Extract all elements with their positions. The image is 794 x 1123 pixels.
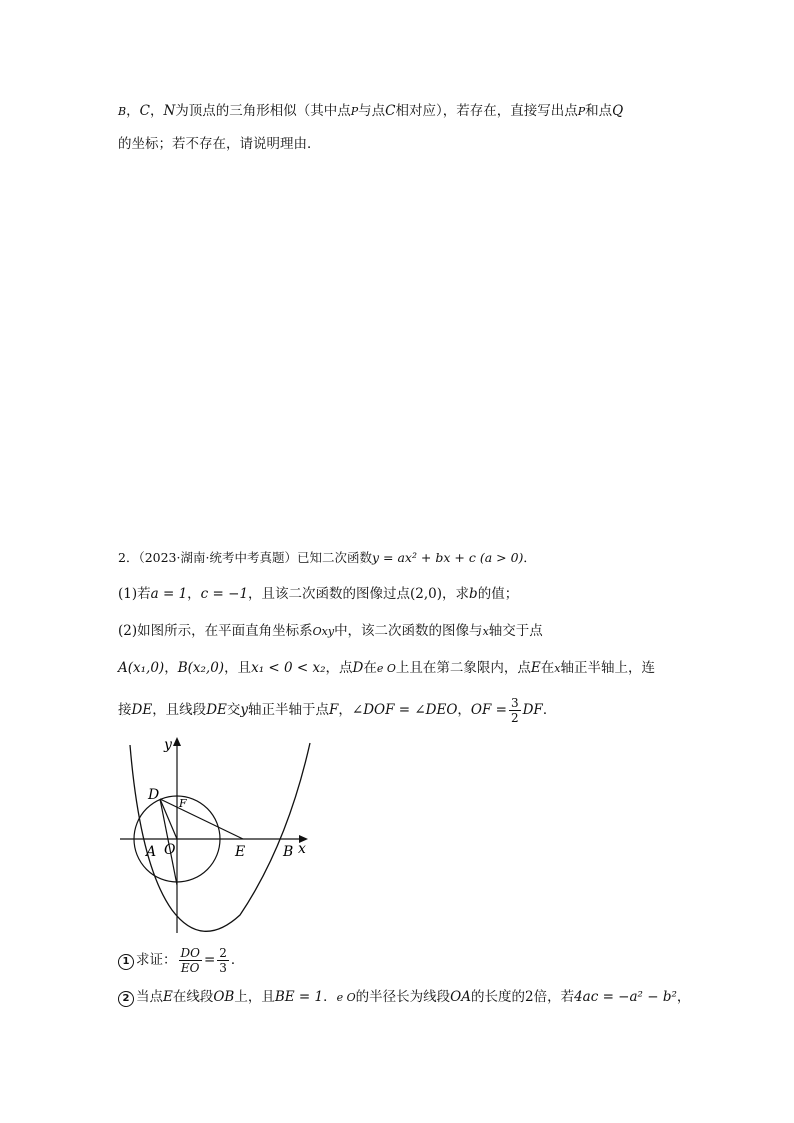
q2-source: 2．（2023·湖南·统考中考真题）已知二次函数 <box>118 550 372 565</box>
math: BE = 1 <box>274 989 324 1005</box>
text: 求证： <box>136 952 177 968</box>
math: DE <box>131 702 153 718</box>
text: 的半径长为线段 <box>355 989 451 1005</box>
math: D <box>352 660 364 676</box>
circle-number-1: 1 <box>118 954 134 970</box>
denominator: 2 <box>510 711 519 725</box>
fraction-2-3 <box>217 946 229 975</box>
text: 轴正半轴上，连 <box>560 660 655 676</box>
text: ， <box>457 702 471 718</box>
math: c = −1 <box>200 586 249 602</box>
math: b <box>469 586 478 602</box>
math: x <box>482 625 489 638</box>
text: ， <box>338 702 352 718</box>
label-p: P <box>350 105 359 118</box>
math: F <box>329 702 339 718</box>
q2-part4 <box>118 696 556 725</box>
period: ． <box>523 550 536 565</box>
text: 上，且 <box>234 989 275 1005</box>
math: B(x₂,0) <box>177 660 225 676</box>
math: OA <box>450 989 471 1005</box>
denominator: EO <box>180 961 200 975</box>
text: ， <box>164 660 178 676</box>
fraction-3-2 <box>509 696 521 725</box>
segment-do <box>160 799 177 839</box>
label-f: F <box>179 797 187 810</box>
y-axis-arrow <box>173 737 181 746</box>
p1-line1 <box>118 101 623 122</box>
text: ， <box>676 989 691 1005</box>
math: E <box>530 660 541 676</box>
label-c: C <box>385 103 396 119</box>
numerator: 2 <box>219 946 227 960</box>
q2-sub2 <box>118 987 690 1008</box>
q2-part3 <box>118 658 655 679</box>
text: 轴正半轴于点 <box>248 702 330 718</box>
text: 在 <box>363 660 377 676</box>
math: OB <box>213 989 235 1005</box>
text: 相对应），若存在，直接写出点 <box>395 103 578 119</box>
q2-head <box>118 548 536 568</box>
text: 的长度的2倍，若 <box>470 989 575 1005</box>
label-o: O <box>164 842 176 858</box>
period: ． <box>230 952 245 968</box>
math: E <box>163 989 173 1005</box>
text: 接 <box>118 702 132 718</box>
label-b: B <box>118 105 127 118</box>
text: 与点 <box>358 103 386 119</box>
math: Oxy <box>312 625 335 638</box>
label-n: N <box>163 103 176 119</box>
text: 和点 <box>585 103 613 119</box>
math: ∠DOF = ∠DEO <box>351 702 458 718</box>
math: DF <box>522 702 543 718</box>
p1-line2: 的坐标；若不存在，请说明理由． <box>118 136 321 152</box>
denominator: 3 <box>219 961 227 975</box>
math: x₁ < 0 < x₂ <box>251 660 326 676</box>
geometry-figure <box>112 735 332 935</box>
q2-part1 <box>118 584 518 604</box>
label-p: P <box>577 105 586 118</box>
math: (2,0) <box>410 586 443 602</box>
text: ， <box>187 586 201 602</box>
text: 中，该二次函数的图像与 <box>334 623 483 639</box>
text: (1)若 <box>118 586 151 602</box>
text: 轴交于点 <box>488 623 543 639</box>
numerator: DO <box>180 946 200 960</box>
math: e O <box>336 991 356 1004</box>
math: OF = <box>470 702 507 718</box>
label-b: B <box>283 844 294 860</box>
math: e O <box>376 662 396 675</box>
label-d: D <box>148 787 160 803</box>
label-c: C <box>139 103 150 119</box>
segment-de <box>160 799 243 839</box>
text: (2)如图所示，在平面直角坐标系 <box>118 623 313 639</box>
label-y: y <box>164 737 172 753</box>
text: 为顶点的三角形相似（其中点 <box>175 103 351 119</box>
text: ． <box>323 989 337 1005</box>
text: ，且该二次函数的图像过点 <box>248 586 411 602</box>
numerator: 3 <box>510 696 519 710</box>
q2-sub1 <box>118 945 244 975</box>
math: y <box>240 702 249 718</box>
text: 交 <box>226 702 241 718</box>
text: 在 <box>540 660 555 676</box>
math: DE <box>206 702 227 718</box>
text: ，且线段 <box>152 702 207 718</box>
text: 在线段 <box>172 989 214 1005</box>
equals: = <box>203 952 216 968</box>
text: 当点 <box>136 989 163 1005</box>
math: A(x₁,0) <box>118 660 165 676</box>
q2-function: y = ax² + bx + c (a > 0) <box>371 550 524 565</box>
text: 上且在第二象限内，点 <box>395 660 531 676</box>
text: ，且 <box>224 660 252 676</box>
label-e: E <box>235 844 246 860</box>
fraction-do-eo <box>179 946 202 975</box>
circle-number-2: 2 <box>118 991 134 1007</box>
text: ． <box>542 702 557 718</box>
label-a: A <box>146 844 157 860</box>
math: x <box>554 662 561 675</box>
math: a = 1 <box>150 586 188 602</box>
comma: ， <box>149 103 164 119</box>
q2-part2 <box>118 621 543 642</box>
text: ，求 <box>442 586 470 602</box>
math: 4ac = −a² − b² <box>574 989 677 1005</box>
text: ，点 <box>325 660 353 676</box>
label-x: x <box>298 841 306 857</box>
text: 的值； <box>477 586 519 602</box>
label-q: Q <box>612 103 624 119</box>
comma: ， <box>126 103 140 119</box>
